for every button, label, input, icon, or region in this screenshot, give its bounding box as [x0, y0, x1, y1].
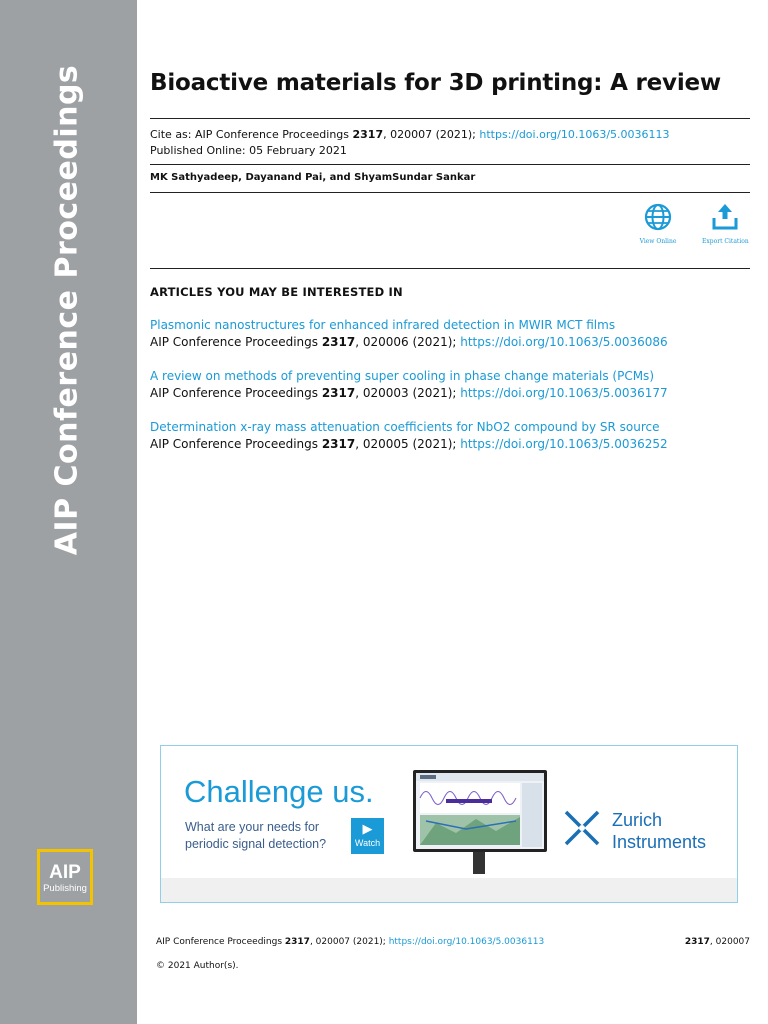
- footer-right-volume: 2317: [684, 937, 710, 947]
- footer-page-ref: [685, 937, 750, 947]
- cite-prefix: AIP Conference Proceedings: [150, 386, 322, 400]
- oscilloscope-graphic: [416, 773, 544, 849]
- cite-line: [150, 128, 670, 141]
- related-title[interactable]: Determination x-ray mass attenuation coefficients for NbO2 compound by SR source: [150, 420, 660, 434]
- cite-prefix: AIP Conference Proceedings: [150, 437, 322, 451]
- play-icon: ▶: [362, 821, 373, 836]
- related-article: [150, 369, 750, 400]
- watch-button[interactable]: [351, 818, 384, 854]
- footer-citation: [156, 937, 544, 947]
- view-online-label: View Online: [639, 238, 677, 245]
- authors: MK Sathyadeep, Dayanand Pai, and ShyamSundar Sankar: [150, 172, 476, 183]
- cite-suffix: , 020003 (2021);: [355, 386, 461, 400]
- sidebar: [0, 0, 137, 1024]
- aip-publishing-logo[interactable]: [37, 849, 93, 905]
- monitor-image: [413, 770, 547, 852]
- globe-icon: [643, 202, 673, 232]
- cite-volume: 2317: [321, 437, 356, 451]
- divider: [150, 118, 750, 119]
- advertisement-banner[interactable]: [160, 745, 738, 903]
- cite-volume: 2317: [352, 128, 384, 141]
- related-title[interactable]: A review on methods of preventing super cooling in phase change materials (PCMs): [150, 369, 654, 383]
- cite-prefix: Cite as: AIP Conference Proceedings: [150, 128, 353, 141]
- article-title: Bioactive materials for 3D printing: A review: [150, 70, 721, 96]
- divider: [150, 192, 750, 193]
- cite-prefix: AIP Conference Proceedings: [150, 335, 322, 349]
- cite-suffix: , 020005 (2021);: [355, 437, 461, 451]
- related-title[interactable]: Plasmonic nanostructures for enhanced infrared detection in MWIR MCT films: [150, 318, 616, 332]
- related-article: [150, 318, 750, 349]
- ad-headline: Challenge us.: [184, 774, 374, 809]
- export-icon: [710, 202, 740, 232]
- journal-name: AIP Conference Proceedings: [49, 64, 85, 556]
- brand-line1: Zurich: [612, 810, 663, 830]
- view-online-button[interactable]: [635, 202, 681, 245]
- footer-right-suffix: , 020007: [709, 937, 750, 947]
- cite-suffix: , 020006 (2021);: [355, 335, 461, 349]
- export-citation-label: Export Citation: [702, 238, 749, 245]
- monitor-stand: [473, 852, 485, 874]
- related-cite: [150, 437, 750, 451]
- doi-link[interactable]: https://doi.org/10.1063/5.0036252: [460, 437, 668, 451]
- footer-volume: 2317: [284, 937, 310, 947]
- ad-subtext: What are your needs for periodic signal detection?: [185, 820, 327, 851]
- footer-doi-link[interactable]: https://doi.org/10.1063/5.0036113: [388, 937, 545, 947]
- published-date: Published Online: 05 February 2021: [150, 144, 347, 157]
- doi-link[interactable]: https://doi.org/10.1063/5.0036086: [460, 335, 668, 349]
- divider: [150, 164, 750, 165]
- related-heading: ARTICLES YOU MAY BE INTERESTED IN: [150, 285, 403, 299]
- doi-link[interactable]: https://doi.org/10.1063/5.0036177: [460, 386, 668, 400]
- cite-volume: 2317: [321, 335, 356, 349]
- copyright: © 2021 Author(s).: [156, 961, 239, 971]
- zurich-instruments-logo-icon: [563, 809, 601, 847]
- logo-line2: Publishing: [43, 883, 87, 894]
- monitor-screen: [416, 773, 544, 849]
- footer-suffix: , 020007 (2021);: [309, 937, 389, 947]
- related-cite: [150, 386, 750, 400]
- divider: [150, 268, 750, 269]
- doi-link[interactable]: https://doi.org/10.1063/5.0036113: [479, 128, 670, 141]
- ad-footer-band: [161, 878, 737, 902]
- zurich-instruments-brand: [612, 809, 706, 853]
- watch-label: Watch: [354, 838, 381, 848]
- export-citation-button[interactable]: [702, 202, 748, 245]
- footer-prefix: AIP Conference Proceedings: [156, 937, 285, 947]
- logo-line1: AIP: [49, 862, 81, 883]
- cite-suffix: , 020007 (2021);: [383, 128, 480, 141]
- related-article: [150, 420, 750, 451]
- brand-line2: Instruments: [612, 832, 707, 852]
- related-cite: [150, 335, 750, 349]
- cite-volume: 2317: [321, 386, 356, 400]
